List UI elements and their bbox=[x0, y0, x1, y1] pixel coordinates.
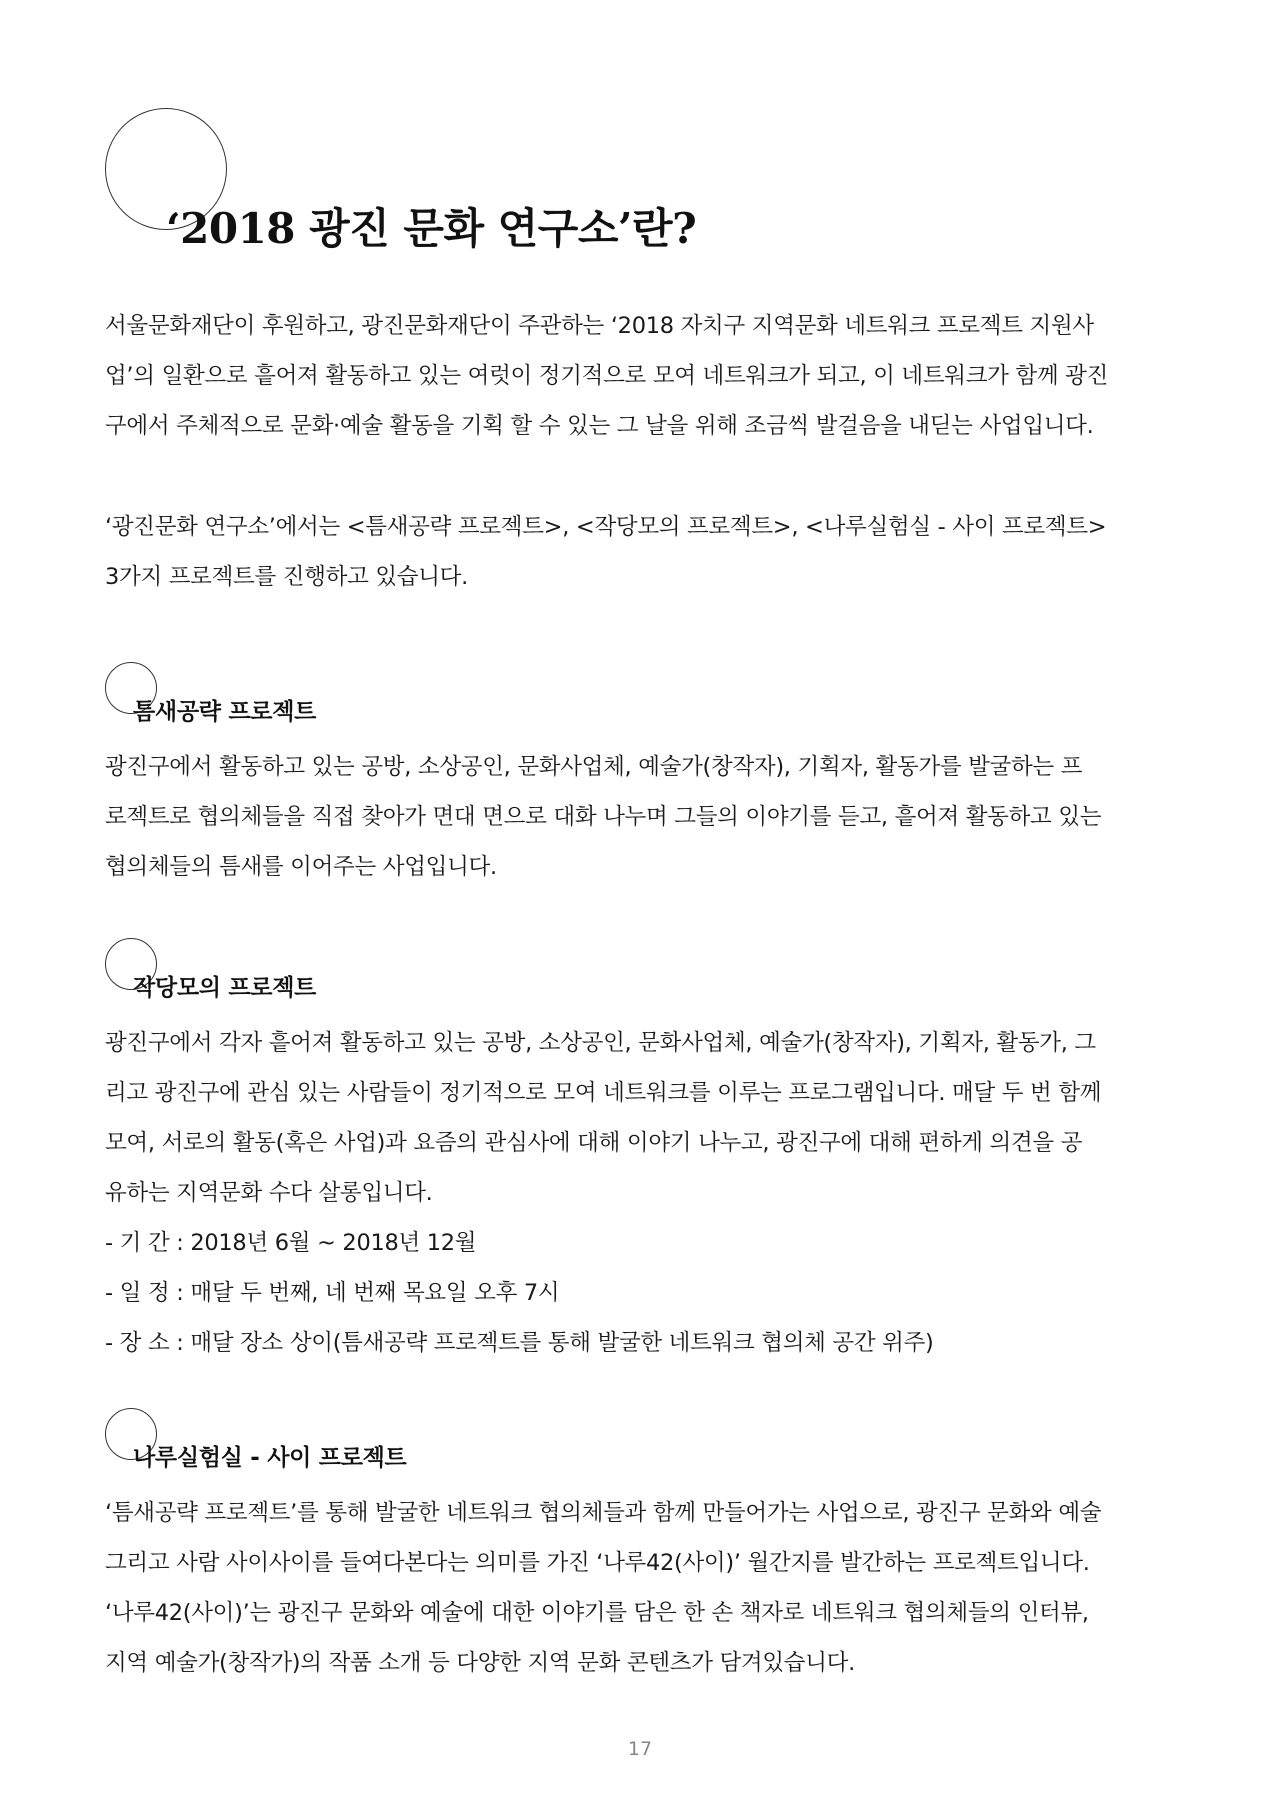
section-body-teumsae bbox=[105, 742, 1185, 892]
page-title: ‘2018 광진 문화 연구소’란? bbox=[166, 204, 697, 253]
intro-line: 서울문화재단이 후원하고, 광진문화재단이 주관하는 ‘2018 자치구 지역문화 네트워크 프로젝트 지원사 bbox=[105, 313, 1094, 339]
section-heading-naru: 나루실험실 - 사이 프로젝트 bbox=[133, 1445, 407, 1471]
body-line: 모여, 서로의 활동(혹은 사업)과 요즘의 관심사에 대해 이야기 나누고, 광진구에 대해 편하게 의견을 공 bbox=[105, 1130, 1083, 1156]
body-line: ‘나루42(사이)’는 광진구 문화와 예술에 대한 이야기를 담은 한 손 책자로 네트워크 협의체들의 인터뷰, bbox=[105, 1600, 1089, 1626]
overview-paragraph bbox=[105, 502, 1185, 602]
page-number: 17 bbox=[627, 1738, 653, 1760]
detail-schedule: - 일 정 : 매달 두 번째, 네 번째 목요일 오후 7시 bbox=[105, 1280, 560, 1306]
body-line: 리고 광진구에 관심 있는 사람들이 정기적으로 모여 네트워크를 이루는 프로그램입니다. 매달 두 번 함께 bbox=[105, 1080, 1102, 1106]
section-body-naru bbox=[105, 1488, 1185, 1688]
body-line: 유하는 지역문화 수다 살롱입니다. bbox=[105, 1180, 433, 1206]
body-line: ‘틈새공략 프로젝트’를 통해 발굴한 네트워크 협의체들과 함께 만들어가는 사업으로, 광진구 문화와 예술 bbox=[105, 1500, 1102, 1526]
section-body-jakdang bbox=[105, 1018, 1185, 1368]
detail-period: - 기 간 : 2018년 6월 ~ 2018년 12월 bbox=[105, 1230, 477, 1256]
intro-line: 업’의 일환으로 흩어져 활동하고 있는 여럿이 정기적으로 모여 네트워크가 되고, 이 네트워크가 함께 광진 bbox=[105, 363, 1109, 389]
body-line: 협의체들의 틈새를 이어주는 사업입니다. bbox=[105, 854, 497, 880]
body-line: 그리고 사람 사이사이를 들여다본다는 의미를 가진 ‘나루42(사이)’ 월간지를 발간하는 프로젝트입니다. bbox=[105, 1550, 1090, 1576]
body-line: 로젝트로 협의체들을 직접 찾아가 면대 면으로 대화 나누며 그들의 이야기를 듣고, 흩어져 활동하고 있는 bbox=[105, 804, 1102, 830]
body-line: 광진구에서 각자 흩어져 활동하고 있는 공방, 소상공인, 문화사업체, 예술가(창작자), 기획자, 활동가, 그 bbox=[105, 1030, 1096, 1056]
detail-location: - 장 소 : 매달 장소 상이(틈새공략 프로젝트를 통해 발굴한 네트워크 협의체 공간 위주) bbox=[105, 1330, 934, 1356]
overview-line: 3가지 프로젝트를 진행하고 있습니다. bbox=[105, 564, 468, 590]
body-line: 광진구에서 활동하고 있는 공방, 소상공인, 문화사업체, 예술가(창작자), 기획자, 활동가를 발굴하는 프 bbox=[105, 754, 1083, 780]
section-heading-teumsae: 틈새공략 프로젝트 bbox=[133, 699, 317, 725]
overview-line: ‘광진문화 연구소’에서는 <틈새공략 프로젝트>, <작당모의 프로젝트>, <나루실험실 - 사이 프로젝트> bbox=[105, 514, 1107, 540]
intro-paragraph bbox=[105, 301, 1185, 451]
body-line: 지역 예술가(창작가)의 작품 소개 등 다양한 지역 문화 콘텐츠가 담겨있습니다. bbox=[105, 1650, 855, 1676]
section-heading-jakdang: 작당모의 프로젝트 bbox=[133, 975, 317, 1001]
intro-line: 구에서 주체적으로 문화·예술 활동을 기획 할 수 있는 그 날을 위해 조금씩 발걸음을 내딛는 사업입니다. bbox=[105, 413, 1094, 439]
